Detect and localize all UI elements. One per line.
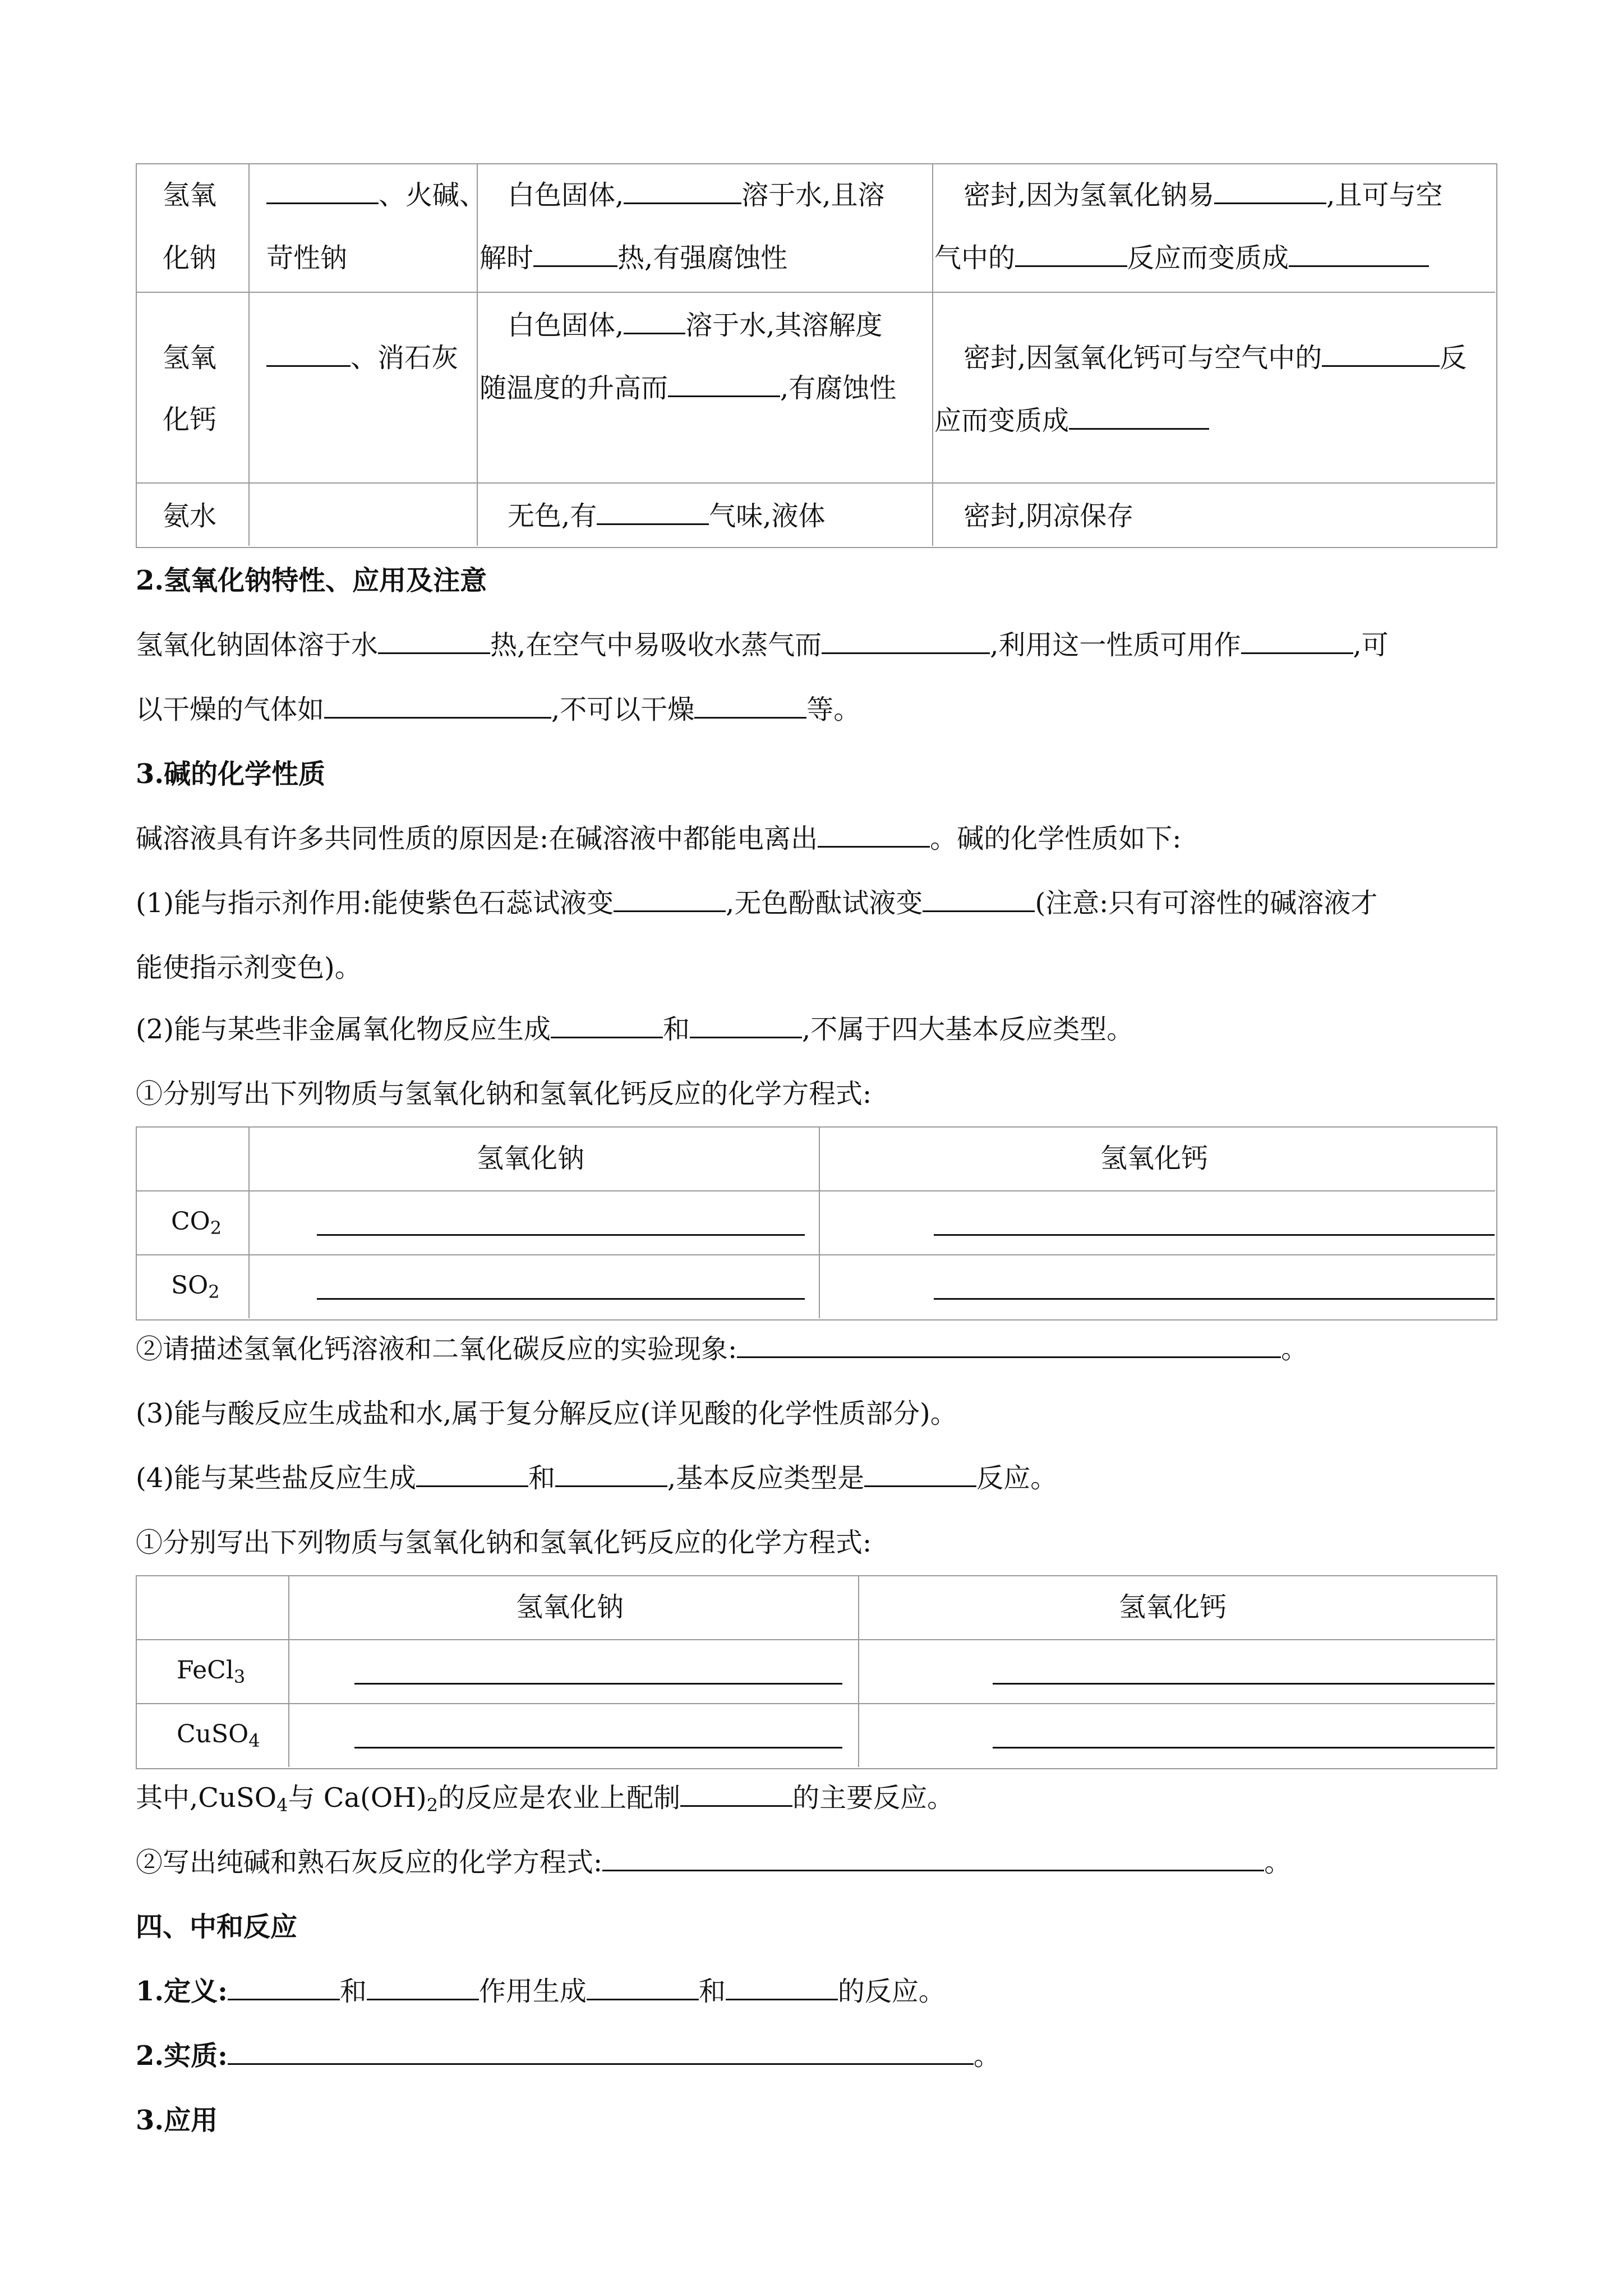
table-cell: 、火碱、: [266, 178, 486, 212]
table-row-label: $SO_2$: [171, 1271, 220, 1303]
table-cell: 气中的 反应而变质成: [934, 241, 1429, 275]
table-cell: 氢氧: [163, 342, 217, 374]
section-heading: 3.碱的化学性质: [136, 758, 326, 790]
table-cell: 化钠: [163, 242, 217, 274]
section-heading: 2.氢氧化钠特性、应用及注意: [136, 565, 487, 596]
paragraph: (4)能与某些盐反应生成 和 ,基本反应类型是 反应。: [136, 1462, 1058, 1494]
table-row-label: FeCl$_3$: [177, 1656, 246, 1687]
paragraph: ②写出纯碱和熟石灰反应的化学方程式: 。: [136, 1847, 1292, 1878]
paragraph: ②请描述氢氧化钙溶液和二氧化碳反应的实验现象: 。: [136, 1333, 1308, 1365]
table-cell: 无色,有 气味,液体: [508, 500, 826, 532]
paragraph: 能使指示剂变色)。: [136, 952, 362, 983]
table-row-label: CuSO$_4$: [177, 1720, 260, 1751]
paragraph: (1)能与指示剂作用:能使紫色石蕊试液变 ,无色酚酞试液变 (注意:只有可溶性的碱溶液才: [136, 887, 1378, 919]
table-cell: 解时 热,有强腐蚀性: [479, 242, 788, 274]
paragraph: 1.定义: 和 作用生成 和 的反应。: [136, 1976, 946, 2007]
table-cell: 白色固体, 溶于水,且溶: [508, 180, 885, 211]
table-cell: 氨水: [163, 500, 217, 532]
paragraph: 2.实质: 。: [136, 2040, 1000, 2072]
paragraph: (3)能与酸反应生成盐和水,属于复分解反应(详见酸的化学性质部分)。: [136, 1398, 957, 1429]
table-header: 氢氧化钠: [516, 1591, 624, 1623]
salt-equation-table: [136, 1575, 1497, 1769]
paragraph: ①分别写出下列物质与氢氧化钠和氢氧化钙反应的化学方程式:: [136, 1527, 872, 1558]
table-cell: 密封,阴凉保存: [963, 500, 1134, 532]
table-header: 氢氧化钠: [477, 1143, 585, 1174]
table-row-label: $CO_2$: [171, 1207, 222, 1239]
table-cell: 密封,因为氢氧化钠易 ,且可与空: [963, 180, 1443, 211]
paragraph: 碱溶液具有许多共同性质的原因是:在碱溶液中都能电离出 。碱的化学性质如下:: [136, 823, 1182, 854]
table-cell: 化钙: [163, 404, 217, 435]
table-cell: 应而变质成: [934, 404, 1209, 438]
paragraph: 以干燥的气体如 ,不可以干燥 等。: [136, 694, 861, 725]
table-cell: 苛性钠: [266, 242, 348, 274]
paragraph: (2)能与某些非金属氧化物反应生成 和 ,不属于四大基本反应类型。: [136, 1014, 1134, 1045]
table-header: 氢氧化钙: [1119, 1591, 1227, 1623]
table-cell: 白色固体, 溶于水,其溶解度: [508, 310, 883, 341]
table-cell: 氢氧: [163, 180, 217, 211]
section-heading: 3.应用: [136, 2105, 218, 2136]
paragraph: 其中,CuSO$_4$与 $Ca(OH)_2$的反应是农业上配制 的主要反应。: [136, 1782, 955, 1816]
table-cell: 随温度的升高而 ,有腐蚀性: [479, 372, 897, 404]
oxide-equation-table: [136, 1126, 1497, 1320]
table-cell: 密封,因氢氧化钙可与空气中的 反: [963, 342, 1467, 374]
paragraph: 氢氧化钠固体溶于水 热,在空气中易吸收水蒸气而 ,利用这一性质可用作 ,可: [136, 629, 1389, 661]
paragraph: ①分别写出下列物质与氢氧化钠和氢氧化钙反应的化学方程式:: [136, 1078, 872, 1110]
table-header: 氢氧化钙: [1100, 1143, 1209, 1174]
section-heading: 四、中和反应: [136, 1911, 298, 1943]
table-cell: 、消石灰: [266, 341, 458, 375]
